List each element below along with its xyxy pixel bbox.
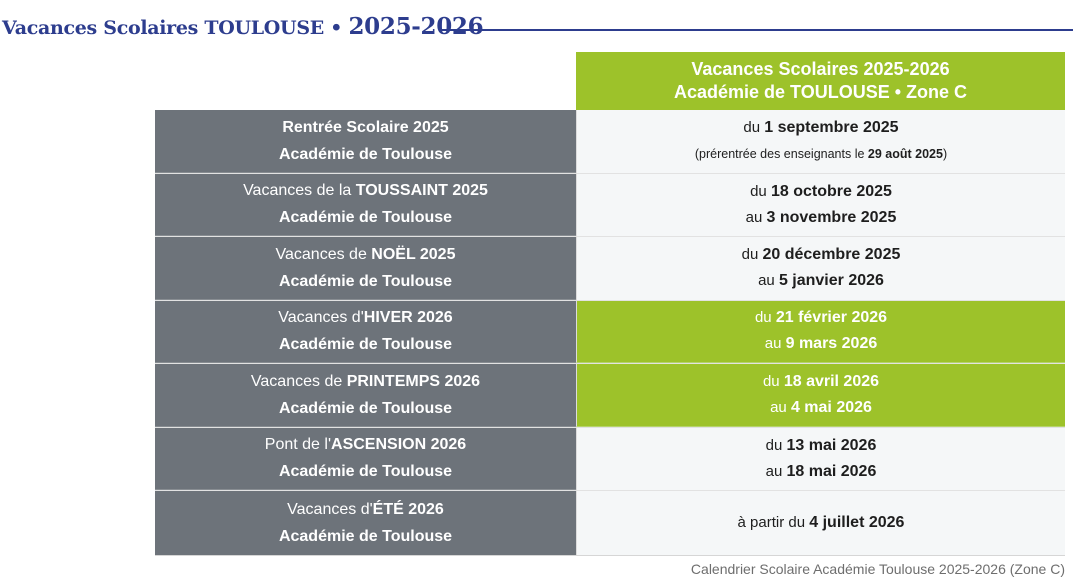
date-line-end xyxy=(577,459,1065,485)
academie-text: Académie de Toulouse xyxy=(278,463,453,481)
table-row xyxy=(155,237,1065,301)
note-date: 29 août 2025 xyxy=(867,147,943,162)
date-line-start xyxy=(577,242,1065,268)
table-row xyxy=(155,364,1065,428)
period-label xyxy=(155,496,576,523)
period-label-cell xyxy=(155,237,576,300)
date-prefix: du xyxy=(741,246,763,264)
date-line-start xyxy=(577,369,1065,395)
period-label-prefix: Vacances de la xyxy=(243,182,356,200)
academie-text: Académie de Toulouse xyxy=(278,399,453,417)
date-prefix: à partir du xyxy=(737,513,810,531)
date-line-start xyxy=(577,305,1065,331)
table-row xyxy=(155,110,1065,174)
header-line-1: Vacances Scolaires 2025-2026 xyxy=(691,59,950,79)
period-name: PRINTEMPS 2026 xyxy=(346,372,481,390)
table-row xyxy=(155,428,1065,492)
academie-label xyxy=(155,395,576,422)
period-name: ÉTÉ 2026 xyxy=(372,500,444,518)
note-suffix: ) xyxy=(942,147,948,162)
period-name: HIVER 2026 xyxy=(363,309,453,327)
date-start: 21 février 2026 xyxy=(775,309,888,327)
period-label-prefix: Vacances d' xyxy=(278,309,364,327)
note-line xyxy=(577,141,1065,167)
period-label-prefix: Pont de l' xyxy=(264,436,332,454)
date-end: 4 mai 2026 xyxy=(790,398,872,416)
header-line-2: Académie de TOULOUSE • Zone C xyxy=(673,82,968,102)
period-label-prefix: Vacances de xyxy=(250,372,347,390)
title-year: 2025-2026 xyxy=(348,13,484,40)
period-name: Rentrée Scolaire 2025 xyxy=(282,118,449,136)
period-name: NOËL 2025 xyxy=(371,245,456,263)
date-start: 18 avril 2026 xyxy=(783,372,880,390)
page-title xyxy=(2,13,483,40)
title-separator: • xyxy=(330,17,343,39)
table-caption: Calendrier Scolaire Académie Toulouse 2025-2026 (Zone C) xyxy=(690,561,1065,577)
date-line-end xyxy=(577,395,1065,421)
table-row xyxy=(155,174,1065,238)
period-name: ASCENSION 2026 xyxy=(331,436,467,454)
note-prefix: (prérentrée des enseignants le xyxy=(694,147,868,162)
date-prefix: au xyxy=(764,335,786,353)
date-line-end xyxy=(577,205,1065,231)
table-header xyxy=(576,52,1065,110)
date-start: 4 juillet 2026 xyxy=(809,513,905,531)
date-prefix: du xyxy=(765,436,787,454)
academie-label xyxy=(155,458,576,485)
period-label xyxy=(155,114,576,141)
date-line-end xyxy=(577,331,1065,357)
date-prefix: du xyxy=(743,119,765,137)
academie-label xyxy=(155,331,576,358)
date-line-start xyxy=(577,179,1065,205)
title-main: Vacances Scolaires TOULOUSE xyxy=(2,17,324,39)
date-prefix: au xyxy=(745,208,767,226)
holidays-table xyxy=(155,110,1065,556)
date-end: 9 mars 2026 xyxy=(785,335,878,353)
title-divider xyxy=(440,29,1073,31)
date-prefix: du xyxy=(762,372,784,390)
period-label-cell xyxy=(155,364,576,427)
academie-text: Académie de Toulouse xyxy=(278,209,453,227)
date-start: 13 mai 2026 xyxy=(786,436,877,454)
academie-text: Académie de Toulouse xyxy=(278,145,453,163)
date-line-start xyxy=(577,115,1065,141)
date-prefix: du xyxy=(750,182,771,200)
period-label-prefix: Vacances de xyxy=(275,245,372,263)
date-line-start xyxy=(577,510,1065,536)
period-label-prefix: Vacances d' xyxy=(287,500,373,518)
academie-label xyxy=(155,268,576,295)
date-start: 1 septembre 2025 xyxy=(764,119,899,137)
period-label-cell xyxy=(155,491,576,555)
academie-label xyxy=(155,523,576,550)
period-label xyxy=(155,431,576,458)
dates-cell xyxy=(576,237,1065,300)
dates-cell-highlighted xyxy=(576,364,1065,427)
dates-cell xyxy=(576,491,1065,555)
period-label xyxy=(155,241,576,268)
academie-text: Académie de Toulouse xyxy=(278,527,453,545)
period-label-cell xyxy=(155,174,576,237)
date-prefix: au xyxy=(765,462,787,480)
date-prefix: au xyxy=(770,398,791,416)
date-start: 20 décembre 2025 xyxy=(762,246,901,264)
dates-cell xyxy=(576,110,1065,173)
date-end: 5 janvier 2026 xyxy=(778,272,884,290)
period-name: TOUSSAINT 2025 xyxy=(355,182,488,200)
academie-label xyxy=(155,204,576,231)
period-label-cell xyxy=(155,301,576,364)
dates-cell xyxy=(576,428,1065,491)
period-label-cell xyxy=(155,428,576,491)
academie-text: Académie de Toulouse xyxy=(278,336,453,354)
date-end: 18 mai 2026 xyxy=(786,462,877,480)
date-line-end xyxy=(577,268,1065,294)
table-row xyxy=(155,491,1065,555)
academie-label xyxy=(155,141,576,168)
dates-cell-highlighted xyxy=(576,301,1065,364)
date-prefix: au xyxy=(758,272,779,290)
table-row xyxy=(155,301,1065,365)
date-end: 3 novembre 2025 xyxy=(766,208,897,226)
date-line-start xyxy=(577,433,1065,459)
date-start: 18 octobre 2025 xyxy=(770,182,892,200)
date-prefix: du xyxy=(754,309,776,327)
academie-text: Académie de Toulouse xyxy=(278,272,453,290)
period-label-cell xyxy=(155,110,576,173)
period-label xyxy=(155,304,576,331)
page-header xyxy=(0,10,1079,42)
period-label xyxy=(155,368,576,395)
dates-cell xyxy=(576,174,1065,237)
period-label xyxy=(155,177,576,204)
